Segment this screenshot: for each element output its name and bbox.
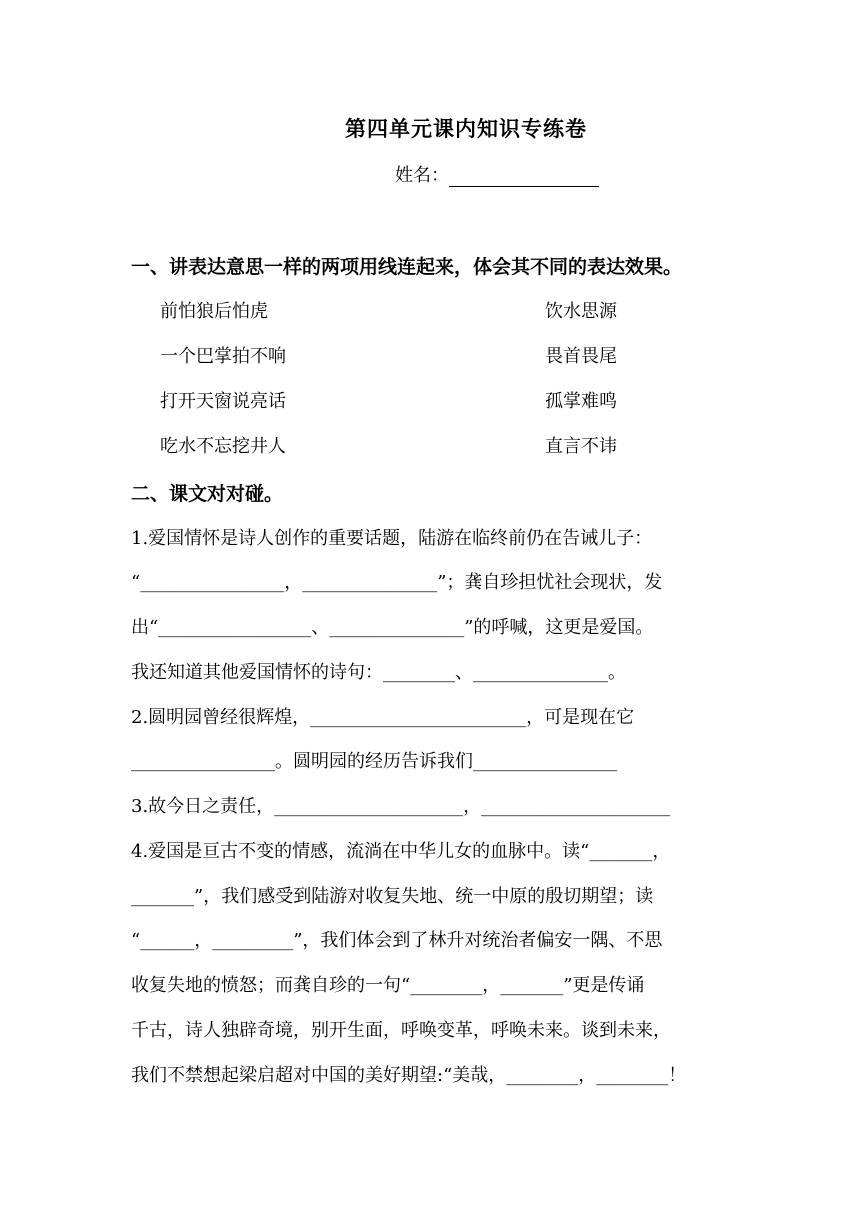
question-line: ________________。圆明园的经历告诉我们________________: [131, 751, 617, 772]
question-line: “______，_________”，我们体会到了林升对统治者偏安一隅、不思: [131, 930, 663, 951]
match-left-item: 吃水不忘挖井人: [160, 436, 286, 457]
question-line: 出“_________________、_______________”的呼喊，这更是爱国。: [131, 617, 654, 638]
question-line: 3.故今日之责任，_____________________，_____________________: [131, 796, 671, 817]
section-1-heading: 一、讲表达意思一样的两项用线连起来，体会其不同的表达效果。: [131, 256, 683, 278]
question-line: 我们不禁想起梁启超对中国的美好期望:“美哉，________，________！: [131, 1065, 687, 1086]
match-right-item: 畏首畏尾: [545, 346, 617, 367]
name-blank[interactable]: [449, 166, 599, 187]
match-left-item: 打开天窗说亮话: [160, 391, 286, 412]
match-left-item: 前怕狼后怕虎: [160, 301, 268, 322]
name-label: 姓名：: [395, 165, 449, 186]
question-line: 千古，诗人独辟奇境，别开生面，呼唤变革，呼唤未来。谈到未来，: [131, 1020, 671, 1041]
match-right-item: 饮水思源: [545, 301, 617, 322]
question-line: 我还知道其他爱国情怀的诗句：________、_______________。: [131, 662, 626, 683]
section-2-heading: 二、课文对对碰。: [131, 483, 284, 505]
question-line: “________________，_______________”；龚自珍担忧社会现状，发: [131, 572, 663, 593]
page-title: 第四单元课内知识专练卷: [345, 116, 587, 141]
question-line: 收复失地的愤怒；而龚自珍的一句“________，_______”更是传诵: [131, 975, 645, 996]
question-line: 2.圆明园曾经很辉煌，________________________，可是现在它: [131, 707, 635, 728]
name-field-row: [395, 161, 599, 187]
question-line: 1.爱国情怀是诗人创作的重要话题，陆游在临终前仍在告诫儿子：: [131, 528, 653, 549]
match-left-item: 一个巴掌拍不响: [160, 346, 286, 367]
question-line: 4.爱国是亘古不变的情感，流淌在中华儿女的血脉中。读“_______，: [131, 841, 671, 862]
match-right-item: 孤掌难鸣: [545, 391, 617, 412]
match-right-item: 直言不讳: [545, 436, 617, 457]
question-line: _______”，我们感受到陆游对收复失地、统一中原的殷切期望；读: [131, 886, 654, 907]
